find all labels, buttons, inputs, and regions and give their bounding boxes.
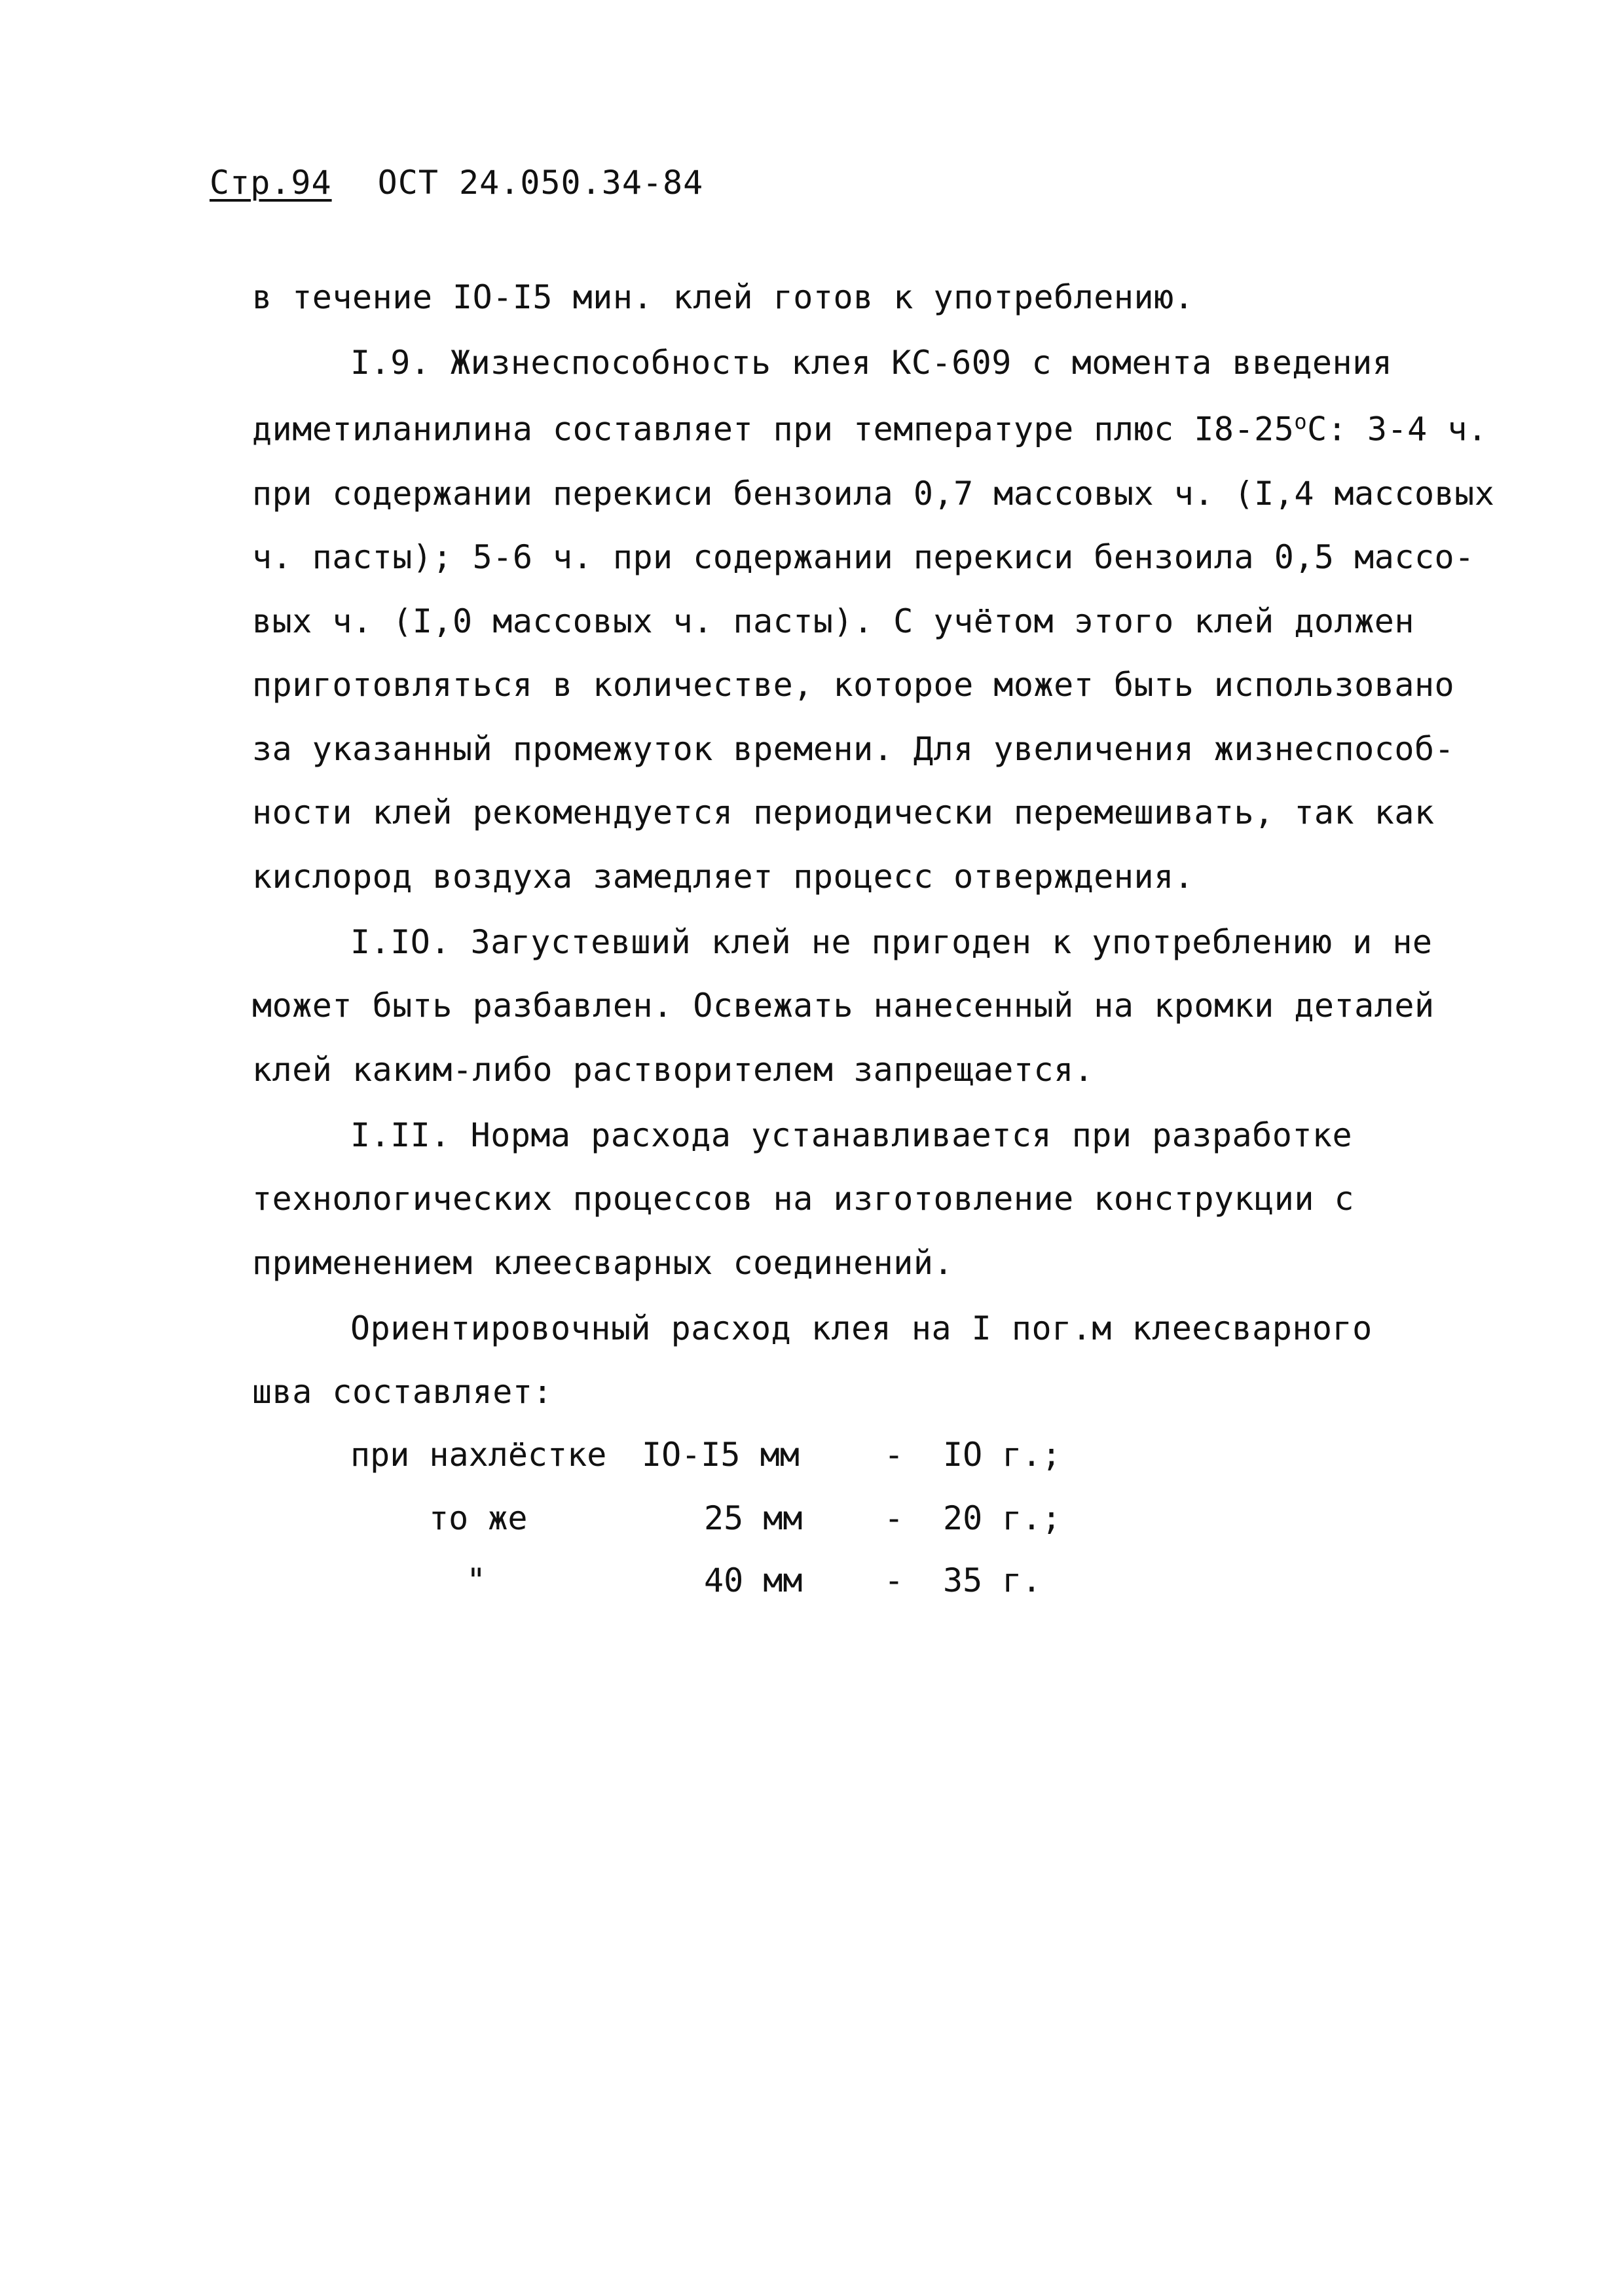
row-label: при нахлёстке	[350, 1436, 607, 1474]
text-line: Ориентировочный расход клея на I пог.м клеесварного	[350, 1309, 1373, 1347]
text-fragment: диметиланилина составляет при температуре плюс I8-25	[252, 410, 1295, 448]
degree-mark: о	[1294, 409, 1308, 434]
text-line: ности клей рекомендуется периодически перемешивать, так как	[252, 793, 1435, 831]
row-dash: -	[884, 1561, 904, 1599]
text-line: шва составляет:	[252, 1373, 553, 1411]
text-line: может быть разбавлен. Освежать нанесенный на кромки деталей	[252, 987, 1435, 1025]
row-amount: 35 г.	[943, 1561, 1042, 1599]
row-label: "	[466, 1561, 487, 1599]
text-line: применением клеесварных соединений.	[252, 1244, 954, 1282]
text-line: кислород воздуха замедляет процесс отверждения.	[252, 858, 1194, 896]
text-line	[252, 409, 1488, 448]
document-number: ОСТ 24.050.34-84	[377, 164, 704, 202]
text-line: клей каким-либо растворителем запрещается.	[252, 1051, 1094, 1089]
text-line: приготовляться в количестве, которое может быть использовано	[252, 666, 1455, 704]
row-label: то же	[429, 1499, 528, 1537]
text-line: вых ч. (I,0 массовых ч. пасты). С учётом этого клей должен	[252, 602, 1414, 640]
text-line: за указанный промежуток времени. Для увеличения жизнеспособ-	[252, 730, 1455, 768]
text-line: в течение IO-I5 мин. клей готов к употреблению.	[252, 278, 1194, 316]
text-line: ч. пасты); 5-6 ч. при содержании перекиси бензоила 0,5 массо-	[252, 538, 1475, 576]
row-width: 25 мм	[704, 1499, 803, 1537]
row-width: IO-I5 мм	[642, 1436, 800, 1474]
text-line: I.II. Норма расхода устанавливается при разработке	[350, 1116, 1353, 1154]
text-line: I.9. Жизнеспособность клея КС-609 с момента введения	[350, 344, 1393, 382]
row-dash: -	[884, 1436, 904, 1474]
text-fragment: С: 3-4 ч.	[1307, 410, 1488, 448]
text-line: I.IO. Загустевший клей не пригоден к употреблению и не	[350, 923, 1433, 961]
row-dash: -	[884, 1499, 904, 1537]
row-amount: 20 г.;	[943, 1499, 1061, 1537]
text-line: при содержании перекиси бензоила 0,7 массовых ч. (I,4 массовых	[252, 475, 1495, 513]
page-header	[210, 164, 703, 202]
page-number: Стр.94	[210, 164, 332, 202]
row-width: 40 мм	[704, 1561, 803, 1599]
row-amount: IO г.;	[943, 1436, 1061, 1474]
text-line: технологических процессов на изготовление конструкции с	[252, 1180, 1355, 1218]
